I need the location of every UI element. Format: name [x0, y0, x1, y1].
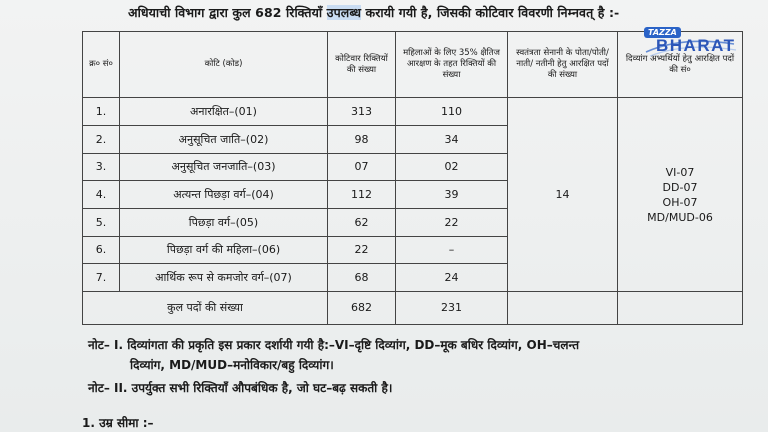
cell-vacancies: 62: [328, 208, 396, 236]
cell-vacancies: 98: [328, 125, 396, 153]
note-2: नोट– II. उपर्युक्त सभी रिक्तियाँ औपबंधिक है, जो घट–बढ़ सकती है।: [88, 381, 393, 395]
cell-sn: 1.: [83, 98, 120, 126]
note-1-line-1: नोट– I. दिव्यांगता की प्रकृति इस प्रकार दर्शायी गयी है:–VI–दृष्टि दिव्यांग, DD–मूक बधिर दिव्यांग, OH–चलन्त: [88, 338, 580, 352]
section-heading: 1. उम्र सीमा :–: [82, 416, 154, 430]
cell-category: अनुसूचित जनजाति–(03): [120, 153, 328, 181]
cell-women: 39: [396, 181, 508, 209]
cell-women: 24: [396, 264, 508, 292]
cell-women: –: [396, 236, 508, 264]
cell-sn: 3.: [83, 153, 120, 181]
cell-category: पिछड़ा वर्ग–(05): [120, 208, 328, 236]
cell-freedom-fighter: 14: [508, 98, 618, 292]
cell-women: 02: [396, 153, 508, 181]
header-freedom-fighter: स्वतंत्रता सेनानी के पोता/पोती/नाती/ नतीनी हेतु आरक्षित पदों की संख्या: [508, 32, 618, 98]
cell-sn: 6.: [83, 236, 120, 264]
cell-vacancies: 07: [328, 153, 396, 181]
cell-disability: [618, 98, 743, 292]
logo-small-text: TAZZA: [644, 27, 681, 38]
cell-women: 34: [396, 125, 508, 153]
header-disability: दिव्यांग अभ्यर्थियों हेतु आरक्षित पदों की सं०: [618, 32, 743, 98]
total-women: 231: [396, 291, 508, 324]
disability-vi: VI-07: [665, 165, 695, 179]
cell-category: आर्थिक रूप से कमजोर वर्ग–(07): [120, 264, 328, 292]
vacancy-table: [82, 31, 743, 325]
cell-category: अत्यन्त पिछड़ा वर्ग–(04): [120, 181, 328, 209]
note-1-line-2: दिव्यांग, MD/MUD–मनोविकार/बहु दिव्यांग।: [130, 358, 334, 372]
cell-vacancies: 22: [328, 236, 396, 264]
header-sn: क्र० सं०: [83, 32, 120, 98]
cell-category: अनारक्षित–(01): [120, 98, 328, 126]
logo-big-text: BHARAT: [656, 36, 736, 55]
cell-sn: 4.: [83, 181, 120, 209]
cell-sn: 7.: [83, 264, 120, 292]
intro-before: अधियाची विभाग द्वारा कुल 682 रिक्तियाँ: [128, 5, 327, 20]
header-vacancies: कोटिवार रिक्तियों की संख्या: [328, 32, 396, 98]
total-label: कुल पदों की संख्या: [83, 291, 328, 324]
intro-highlight: उपलब्ध: [326, 5, 362, 20]
total-empty-freedom: [508, 291, 618, 324]
intro-after: करायी गयी है, जिसकी कोटिवार विवरणी निम्नवत् है :-: [361, 5, 620, 20]
cell-sn: 2.: [83, 125, 120, 153]
cell-vacancies: 112: [328, 181, 396, 209]
total-empty-disability: [618, 291, 743, 324]
disability-md: MD/MUD-06: [647, 210, 713, 224]
tazza-bharat-logo: [636, 24, 740, 60]
intro-text: [128, 4, 619, 21]
cell-vacancies: 313: [328, 98, 396, 126]
header-category: कोटि (कोड): [120, 32, 328, 98]
total-vacancies: 682: [328, 291, 396, 324]
table-row: [83, 98, 743, 126]
disability-dd: DD-07: [662, 180, 698, 194]
cell-women: 22: [396, 208, 508, 236]
cell-vacancies: 68: [328, 264, 396, 292]
cell-category: अनुसूचित जाति–(02): [120, 125, 328, 153]
cell-category: पिछड़ा वर्ग की महिला–(06): [120, 236, 328, 264]
header-women: महिलाओं के लिए 35% क्षैतिज आरक्षण के तहत रिक्तियों की संख्या: [396, 32, 508, 98]
cell-sn: 5.: [83, 208, 120, 236]
cell-women: 110: [396, 98, 508, 126]
disability-oh: OH-07: [662, 195, 698, 209]
table-total-row: [83, 291, 743, 324]
